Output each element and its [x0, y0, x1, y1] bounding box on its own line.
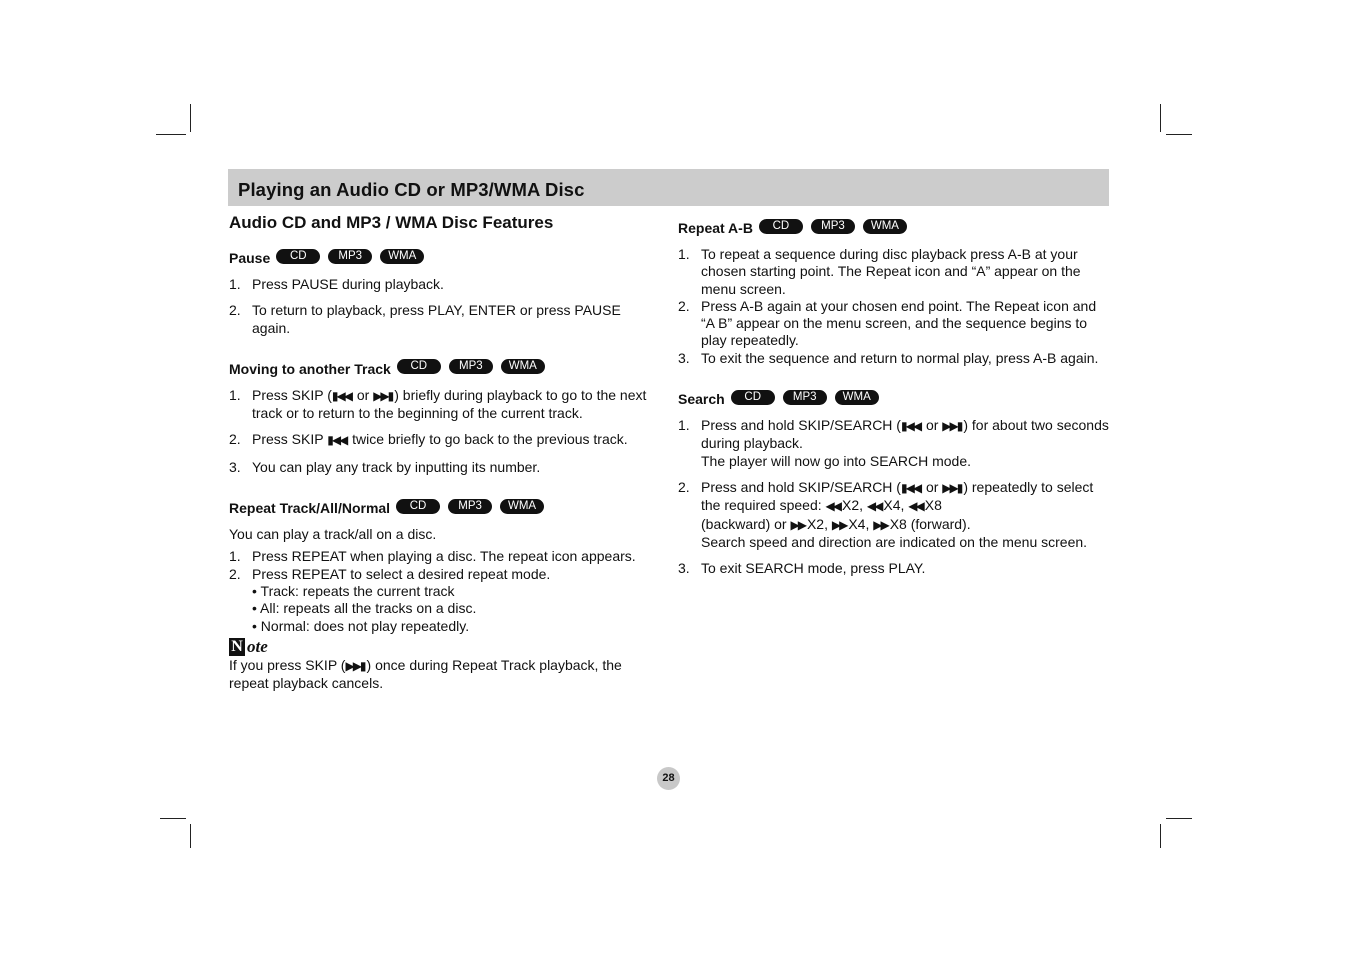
repeat-track-heading: [229, 498, 659, 518]
repeat-track-label: Repeat Track/All/Normal: [229, 500, 391, 517]
crop-mark: [160, 818, 186, 819]
list-item: 1. Press SKIP (▮◀◀ or ▶▶▮ ) briefly during playback to go to the next track or to return to the beginning of the current track.: [229, 386, 647, 422]
repeat-mode-bullets: [229, 583, 659, 635]
section-title: Audio CD and MP3 / WMA Disc Features: [229, 213, 554, 232]
crop-mark: [156, 134, 186, 135]
left-column: [229, 212, 659, 692]
page-header-bar: [228, 169, 1109, 206]
wma-badge: WMA: [835, 390, 879, 405]
skip-previous-icon: ▮◀◀: [331, 388, 351, 403]
mp3-badge: MP3: [783, 390, 827, 405]
mp3-badge: MP3: [449, 359, 493, 374]
skip-next-icon: ▶▶▮: [942, 419, 962, 434]
repeat-intro: You can play a track/all on a disc.: [229, 526, 437, 543]
search-steps: [678, 417, 1110, 577]
list-item: • All: repeats all the tracks on a disc.: [252, 600, 477, 617]
search-heading: [678, 389, 1110, 409]
moving-steps: [229, 387, 659, 476]
crop-mark: [1166, 818, 1192, 819]
cd-badge: CD: [276, 249, 320, 264]
list-item: 3. To exit SEARCH mode, press PLAY.: [678, 560, 926, 577]
note-icon: N: [229, 638, 245, 656]
list-item: 1. Press and hold SKIP/SEARCH (▮◀◀ or ▶▶▮ ) for about two seconds during playback. The player will now go into SEARCH mode.: [678, 417, 1109, 469]
wma-badge: WMA: [501, 359, 545, 374]
note-heading: N ote: [229, 637, 659, 657]
page-number: 28: [657, 767, 680, 790]
cd-badge: CD: [396, 499, 440, 514]
wma-badge: WMA: [500, 499, 544, 514]
list-item: 2. Press A-B again at your chosen end point. The Repeat icon and “A B” appear on the menu screen, and the sequence begins to play repeatedly.: [678, 297, 1097, 349]
page-title: Playing an Audio CD or MP3/WMA Disc: [238, 179, 585, 200]
skip-previous-icon: ▮◀◀: [900, 480, 921, 495]
list-item: 2. Press REPEAT to select a desired repeat mode.: [229, 565, 551, 582]
crop-mark: [190, 824, 191, 848]
mp3-badge: MP3: [328, 249, 372, 264]
crop-mark: [1160, 104, 1161, 132]
pause-steps: [229, 276, 659, 337]
mp3-badge: MP3: [811, 219, 855, 234]
skip-next-icon: ▶▶▮: [345, 658, 365, 673]
list-item: 2. Press and hold SKIP/SEARCH (▮◀◀ or ▶▶▮ ) repeatedly to select the required speed: ◀◀ X2, ◀◀ X4, ◀◀ X8 (backward) or ▶▶ X2, ▶▶ X4, ▶▶ X8 (forward). Search speed and direction are indicated on the menu screen.: [678, 478, 1094, 550]
list-item: 2. Press SKIP ▮◀◀ twice briefly to go back to the previous track.: [229, 431, 628, 448]
crop-mark: [190, 104, 191, 132]
note-text: If you press SKIP (▶▶▮ ) once during Repeat Track playback, the repeat playback cancels.: [229, 656, 622, 692]
list-item: 3. You can play any track by inputting its number.: [229, 458, 541, 475]
right-column: [678, 212, 1110, 577]
pause-heading: [229, 248, 659, 268]
repeat-ab-steps: [678, 246, 1110, 367]
moving-heading: [229, 359, 659, 379]
fast-forward-icon: ▶▶: [873, 517, 888, 532]
cd-badge: CD: [731, 390, 775, 405]
list-item: 1. To repeat a sequence during disc playback press A-B at your chosen starting point. The Repeat icon and “A” appear on the menu screen.: [678, 246, 1081, 297]
list-item: • Track: repeats the current track: [252, 582, 455, 599]
skip-next-icon: ▶▶▮: [373, 388, 393, 403]
repeat-ab-label: Repeat A-B: [678, 220, 753, 236]
wma-badge: WMA: [380, 249, 424, 264]
skip-previous-icon: ▮◀◀: [327, 433, 347, 448]
wma-badge: WMA: [863, 219, 907, 234]
pause-label: Pause: [229, 250, 271, 266]
list-item: • Normal: does not play repeatedly.: [252, 617, 470, 634]
crop-mark: [1166, 134, 1192, 135]
cd-badge: CD: [759, 219, 803, 234]
moving-label: Moving to another Track: [229, 360, 391, 377]
rewind-icon: ◀◀: [908, 499, 923, 514]
list-item: 2. To return to playback, press PLAY, ENTER or press PAUSE again.: [229, 302, 621, 336]
skip-next-icon: ▶▶▮: [942, 480, 962, 495]
repeat-ab-heading: [678, 218, 1110, 238]
repeat-track-steps: [229, 548, 659, 583]
list-item: 1. Press REPEAT when playing a disc. The repeat icon appears.: [229, 548, 636, 565]
rewind-icon: ◀◀: [825, 499, 840, 514]
search-label: Search: [678, 391, 725, 408]
fast-forward-icon: ▶▶: [831, 517, 847, 532]
rewind-icon: ◀◀: [866, 499, 882, 514]
mp3-badge: MP3: [448, 499, 492, 514]
crop-mark: [1160, 824, 1161, 848]
fast-forward-icon: ▶▶: [790, 517, 805, 532]
list-item: 3. To exit the sequence and return to normal play, press A-B again.: [678, 349, 1099, 366]
list-item: 1. Press PAUSE during playback.: [229, 276, 444, 292]
cd-badge: CD: [397, 359, 441, 374]
skip-previous-icon: ▮◀◀: [900, 419, 921, 434]
